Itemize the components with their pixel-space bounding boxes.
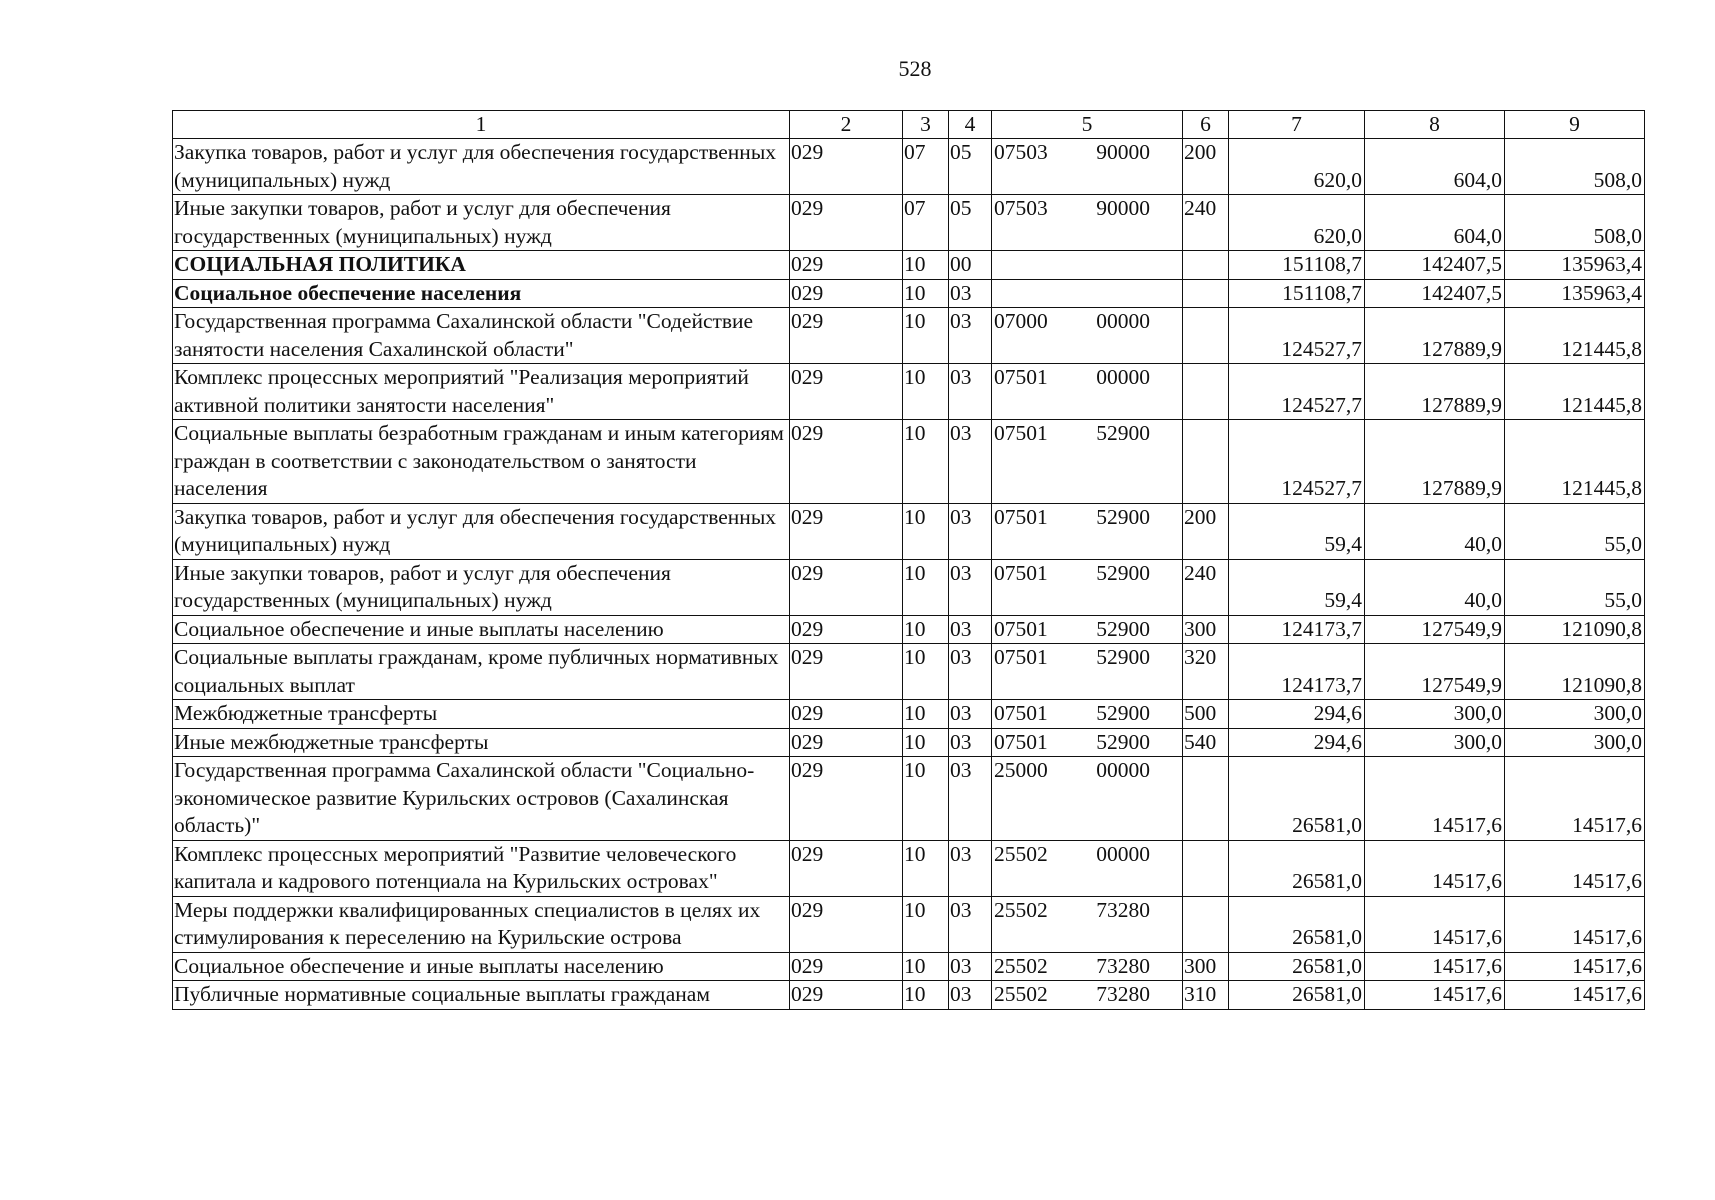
admin-code-cell: 029 <box>790 279 903 308</box>
row-description: Закупка товаров, работ и услуг для обеспечения государственных (муниципальных) нужд <box>173 139 790 195</box>
program-code: 25000 <box>994 758 1048 782</box>
section-code-cell: 10 <box>903 503 949 559</box>
amount-year1-cell: 124527,7 <box>1229 364 1365 420</box>
expense-type-cell: 320 <box>1183 644 1229 700</box>
admin-code-cell: 029 <box>790 615 903 644</box>
section-code-cell: 10 <box>903 644 949 700</box>
admin-code-cell: 029 <box>790 420 903 504</box>
admin-code-cell: 029 <box>790 364 903 420</box>
target-article-cell <box>992 195 1183 251</box>
amount-year1-cell: 294,6 <box>1229 700 1365 729</box>
program-code: 07501 <box>994 729 1048 754</box>
amount-year1-cell: 124527,7 <box>1229 420 1365 504</box>
page-number: 528 <box>898 56 932 81</box>
amount-year3-cell: 121090,8 <box>1505 615 1645 644</box>
section-code-cell: 10 <box>903 952 949 981</box>
amount-year3-cell: 135963,4 <box>1505 279 1645 308</box>
expense-type-cell: 300 <box>1183 952 1229 981</box>
admin-code-cell: 029 <box>790 251 903 280</box>
table-row <box>173 364 1645 420</box>
section-code-cell: 10 <box>903 896 949 952</box>
amount-year1-cell: 124527,7 <box>1229 308 1365 364</box>
direction-code: 52900 <box>1096 729 1150 754</box>
target-article-cell <box>992 896 1183 952</box>
direction-code: 00000 <box>1096 365 1150 389</box>
amount-year3-cell: 121445,8 <box>1505 364 1645 420</box>
target-article-cell <box>992 615 1183 644</box>
program-code: 07000 <box>994 309 1048 333</box>
target-article-cell <box>992 559 1183 615</box>
amount-year3-cell: 55,0 <box>1505 559 1645 615</box>
section-code-cell: 10 <box>903 757 949 841</box>
amount-year1-cell: 620,0 <box>1229 195 1365 251</box>
amount-year1-cell: 26581,0 <box>1229 981 1365 1010</box>
admin-code-cell: 029 <box>790 757 903 841</box>
amount-year2-cell: 14517,6 <box>1365 757 1505 841</box>
table-row <box>173 308 1645 364</box>
section-code-cell: 10 <box>903 279 949 308</box>
column-header: 7 <box>1229 111 1365 139</box>
amount-year3-cell: 55,0 <box>1505 503 1645 559</box>
amount-year3-cell: 300,0 <box>1505 700 1645 729</box>
admin-code-cell: 029 <box>790 840 903 896</box>
admin-code-cell: 029 <box>790 644 903 700</box>
admin-code-cell: 029 <box>790 308 903 364</box>
target-article-cell <box>992 251 1183 280</box>
column-header: 6 <box>1183 111 1229 139</box>
amount-year2-cell: 14517,6 <box>1365 952 1505 981</box>
column-header: 5 <box>992 111 1183 139</box>
direction-code: 52900 <box>1096 616 1150 641</box>
subsection-code-cell: 03 <box>949 896 992 952</box>
target-article-cell <box>992 700 1183 729</box>
program-code: 25502 <box>994 982 1048 1006</box>
program-code: 07503 <box>994 196 1048 220</box>
amount-year2-cell: 127549,9 <box>1365 644 1505 700</box>
amount-year1-cell: 26581,0 <box>1229 840 1365 896</box>
amount-year2-cell: 604,0 <box>1365 195 1505 251</box>
program-code: 25502 <box>994 897 1048 922</box>
row-description: Социальное обеспечение населения <box>173 279 790 308</box>
admin-code-cell: 029 <box>790 195 903 251</box>
row-description: Публичные нормативные социальные выплаты гражданам <box>173 981 790 1010</box>
row-description: Комплекс процессных мероприятий "Реализация мероприятий активной политики занятости населения" <box>173 364 790 420</box>
section-code-cell: 07 <box>903 195 949 251</box>
direction-code: 73280 <box>1096 953 1150 978</box>
subsection-code-cell: 03 <box>949 364 992 420</box>
table-row <box>173 952 1645 981</box>
admin-code-cell: 029 <box>790 700 903 729</box>
expense-type-cell: 240 <box>1183 195 1229 251</box>
amount-year1-cell: 294,6 <box>1229 728 1365 757</box>
admin-code-cell: 029 <box>790 728 903 757</box>
direction-code: 73280 <box>1096 982 1150 1006</box>
target-article-cell <box>992 308 1183 364</box>
amount-year1-cell: 620,0 <box>1229 139 1365 195</box>
expense-type-cell: 240 <box>1183 559 1229 615</box>
admin-code-cell: 029 <box>790 896 903 952</box>
expense-type-cell <box>1183 279 1229 308</box>
table-row <box>173 896 1645 952</box>
admin-code-cell: 029 <box>790 952 903 981</box>
amount-year2-cell: 40,0 <box>1365 503 1505 559</box>
amount-year2-cell: 127549,9 <box>1365 615 1505 644</box>
amount-year3-cell: 508,0 <box>1505 139 1645 195</box>
direction-code: 52900 <box>1096 701 1150 725</box>
section-code-cell: 10 <box>903 728 949 757</box>
direction-code: 00000 <box>1096 841 1150 866</box>
target-article-cell <box>992 840 1183 896</box>
table-row <box>173 559 1645 615</box>
row-description: Комплекс процессных мероприятий "Развитие человеческого капитала и кадрового потенциала на Курильских островах" <box>173 840 790 896</box>
program-code: 25502 <box>994 953 1048 978</box>
table-row <box>173 139 1645 195</box>
direction-code: 52900 <box>1096 421 1150 445</box>
section-code-cell: 10 <box>903 364 949 420</box>
target-article-cell <box>992 503 1183 559</box>
target-article-cell <box>992 364 1183 420</box>
amount-year1-cell: 26581,0 <box>1229 896 1365 952</box>
subsection-code-cell: 03 <box>949 700 992 729</box>
section-code-cell: 10 <box>903 308 949 364</box>
subsection-code-cell: 05 <box>949 139 992 195</box>
subsection-code-cell: 03 <box>949 503 992 559</box>
row-description: СОЦИАЛЬНАЯ ПОЛИТИКА <box>173 251 790 280</box>
subsection-code-cell: 00 <box>949 251 992 280</box>
direction-code: 52900 <box>1096 560 1150 585</box>
direction-code: 52900 <box>1096 645 1150 669</box>
table-row <box>173 251 1645 280</box>
expense-type-cell <box>1183 420 1229 504</box>
amount-year1-cell: 26581,0 <box>1229 952 1365 981</box>
table-row <box>173 981 1645 1010</box>
table-row <box>173 728 1645 757</box>
row-description: Социальные выплаты безработным гражданам и иным категориям граждан в соответствии с законодательством о занятости населения <box>173 420 790 504</box>
admin-code-cell: 029 <box>790 559 903 615</box>
expense-type-cell <box>1183 308 1229 364</box>
subsection-code-cell: 03 <box>949 420 992 504</box>
row-description: Государственная программа Сахалинской области "Содействие занятости населения Сахалинской области" <box>173 308 790 364</box>
admin-code-cell: 029 <box>790 139 903 195</box>
row-description: Социальные выплаты гражданам, кроме публичных нормативных социальных выплат <box>173 644 790 700</box>
expense-type-cell: 540 <box>1183 728 1229 757</box>
column-header: 1 <box>173 111 790 139</box>
row-description: Иные межбюджетные трансферты <box>173 728 790 757</box>
row-description: Государственная программа Сахалинской области "Социально-экономическое развитие Курильских островов (Сахалинская область)" <box>173 757 790 841</box>
section-code-cell: 10 <box>903 251 949 280</box>
amount-year2-cell: 300,0 <box>1365 700 1505 729</box>
amount-year3-cell: 121090,8 <box>1505 644 1645 700</box>
subsection-code-cell: 03 <box>949 757 992 841</box>
amount-year2-cell: 127889,9 <box>1365 420 1505 504</box>
amount-year3-cell: 14517,6 <box>1505 896 1645 952</box>
amount-year3-cell: 14517,6 <box>1505 840 1645 896</box>
amount-year2-cell: 300,0 <box>1365 728 1505 757</box>
amount-year2-cell: 14517,6 <box>1365 840 1505 896</box>
table-row <box>173 757 1645 841</box>
column-header: 8 <box>1365 111 1505 139</box>
column-header: 2 <box>790 111 903 139</box>
amount-year1-cell: 26581,0 <box>1229 757 1365 841</box>
section-code-cell: 10 <box>903 420 949 504</box>
program-code: 07501 <box>994 421 1048 445</box>
expense-type-cell: 200 <box>1183 503 1229 559</box>
admin-code-cell: 029 <box>790 981 903 1010</box>
program-code: 07501 <box>994 365 1048 389</box>
section-code-cell: 10 <box>903 615 949 644</box>
subsection-code-cell: 03 <box>949 279 992 308</box>
amount-year2-cell: 40,0 <box>1365 559 1505 615</box>
expense-type-cell <box>1183 364 1229 420</box>
table-header-row <box>173 111 1645 139</box>
subsection-code-cell: 03 <box>949 308 992 364</box>
section-code-cell: 07 <box>903 139 949 195</box>
amount-year3-cell: 300,0 <box>1505 728 1645 757</box>
table-body <box>173 139 1645 1010</box>
row-description: Межбюджетные трансферты <box>173 700 790 729</box>
direction-code: 90000 <box>1096 196 1150 220</box>
amount-year1-cell: 59,4 <box>1229 503 1365 559</box>
amount-year2-cell: 14517,6 <box>1365 981 1505 1010</box>
table-row <box>173 195 1645 251</box>
expense-type-cell <box>1183 251 1229 280</box>
section-code-cell: 10 <box>903 559 949 615</box>
subsection-code-cell: 03 <box>949 728 992 757</box>
column-header: 3 <box>903 111 949 139</box>
amount-year3-cell: 14517,6 <box>1505 757 1645 841</box>
expense-type-cell <box>1183 840 1229 896</box>
expense-type-cell: 200 <box>1183 139 1229 195</box>
amount-year3-cell: 121445,8 <box>1505 420 1645 504</box>
table-row <box>173 840 1645 896</box>
column-header: 4 <box>949 111 992 139</box>
subsection-code-cell: 03 <box>949 559 992 615</box>
program-code: 07501 <box>994 616 1048 641</box>
section-code-cell: 10 <box>903 981 949 1010</box>
expense-type-cell: 300 <box>1183 615 1229 644</box>
amount-year3-cell: 135963,4 <box>1505 251 1645 280</box>
admin-code-cell: 029 <box>790 503 903 559</box>
target-article-cell <box>992 644 1183 700</box>
row-description: Социальное обеспечение и иные выплаты населению <box>173 615 790 644</box>
amount-year1-cell: 151108,7 <box>1229 251 1365 280</box>
column-header: 9 <box>1505 111 1645 139</box>
amount-year1-cell: 151108,7 <box>1229 279 1365 308</box>
amount-year2-cell: 127889,9 <box>1365 308 1505 364</box>
expense-type-cell: 310 <box>1183 981 1229 1010</box>
amount-year3-cell: 14517,6 <box>1505 981 1645 1010</box>
budget-table <box>172 110 1645 1010</box>
direction-code: 73280 <box>1096 897 1150 922</box>
target-article-cell <box>992 728 1183 757</box>
target-article-cell <box>992 139 1183 195</box>
row-description: Закупка товаров, работ и услуг для обеспечения государственных (муниципальных) нужд <box>173 503 790 559</box>
table-row <box>173 700 1645 729</box>
program-code: 25502 <box>994 841 1048 866</box>
subsection-code-cell: 03 <box>949 981 992 1010</box>
table-row <box>173 615 1645 644</box>
target-article-cell <box>992 279 1183 308</box>
section-code-cell: 10 <box>903 700 949 729</box>
target-article-cell <box>992 757 1183 841</box>
amount-year3-cell: 508,0 <box>1505 195 1645 251</box>
expense-type-cell <box>1183 757 1229 841</box>
amount-year3-cell: 121445,8 <box>1505 308 1645 364</box>
amount-year1-cell: 124173,7 <box>1229 644 1365 700</box>
subsection-code-cell: 03 <box>949 840 992 896</box>
target-article-cell <box>992 420 1183 504</box>
direction-code: 52900 <box>1096 504 1150 529</box>
program-code: 07501 <box>994 645 1048 669</box>
expense-type-cell <box>1183 896 1229 952</box>
expense-type-cell: 500 <box>1183 700 1229 729</box>
program-code: 07501 <box>994 560 1048 585</box>
row-description: Меры поддержки квалифицированных специалистов в целях их стимулирования к переселению на Курильские острова <box>173 896 790 952</box>
row-description: Социальное обеспечение и иные выплаты населению <box>173 952 790 981</box>
direction-code: 90000 <box>1096 140 1150 164</box>
direction-code: 00000 <box>1096 309 1150 333</box>
table-row <box>173 279 1645 308</box>
target-article-cell <box>992 981 1183 1010</box>
amount-year2-cell: 142407,5 <box>1365 279 1505 308</box>
program-code: 07501 <box>994 504 1048 529</box>
target-article-cell <box>992 952 1183 981</box>
amount-year1-cell: 59,4 <box>1229 559 1365 615</box>
amount-year2-cell: 127889,9 <box>1365 364 1505 420</box>
subsection-code-cell: 03 <box>949 952 992 981</box>
table-row <box>173 644 1645 700</box>
program-code: 07503 <box>994 140 1048 164</box>
amount-year2-cell: 14517,6 <box>1365 896 1505 952</box>
program-code: 07501 <box>994 701 1048 725</box>
table-row <box>173 420 1645 504</box>
section-code-cell: 10 <box>903 840 949 896</box>
amount-year3-cell: 14517,6 <box>1505 952 1645 981</box>
subsection-code-cell: 05 <box>949 195 992 251</box>
direction-code: 00000 <box>1096 758 1150 782</box>
amount-year1-cell: 124173,7 <box>1229 615 1365 644</box>
amount-year2-cell: 142407,5 <box>1365 251 1505 280</box>
row-description: Иные закупки товаров, работ и услуг для обеспечения государственных (муниципальных) нужд <box>173 195 790 251</box>
subsection-code-cell: 03 <box>949 615 992 644</box>
amount-year2-cell: 604,0 <box>1365 139 1505 195</box>
subsection-code-cell: 03 <box>949 644 992 700</box>
row-description: Иные закупки товаров, работ и услуг для обеспечения государственных (муниципальных) нужд <box>173 559 790 615</box>
table-row <box>173 503 1645 559</box>
